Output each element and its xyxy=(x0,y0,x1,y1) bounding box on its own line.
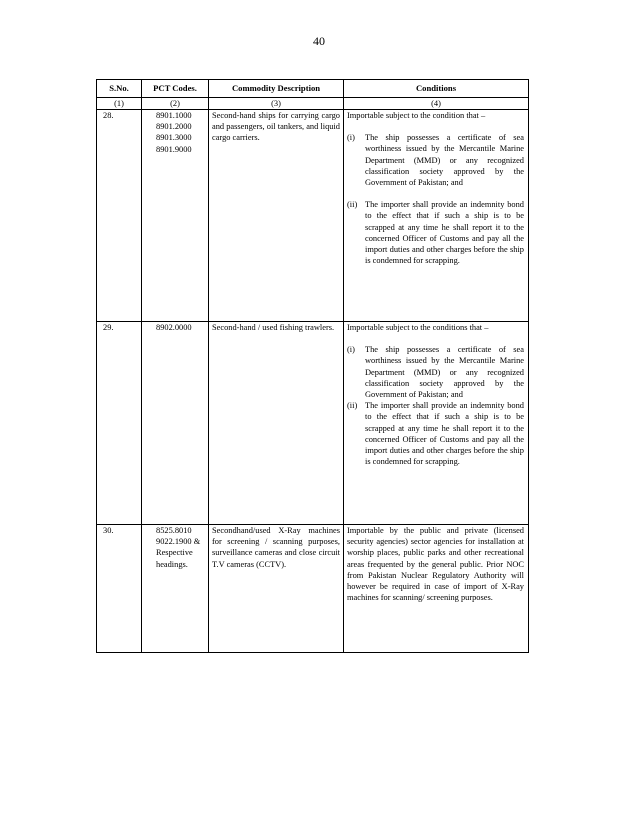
condition-text: The importer shall provide an indemnity bond to the effect that if such a ship is to be scrapped at any time he shall report it to the concerned Officer of Customs and pay all the import duties and other charges before the ship is condemned for scrapping. xyxy=(365,401,524,467)
column-number: (4) xyxy=(344,98,529,110)
header-pct-codes: PCT Codes. xyxy=(142,80,209,98)
row-sno: 30. xyxy=(97,525,142,653)
condition-marker: (ii) xyxy=(347,401,358,411)
row-description: Secondhand/used X-Ray machines for screening / scanning purposes, surveillance cameras and close circuit T.V cameras (CCTV). xyxy=(209,525,344,653)
condition-text: The ship possesses a certificate of sea worthiness issued by the Mercantile Marine Department (MMD) or any recognized classification society approved by the Government of Pakistan; and xyxy=(365,133,524,188)
pct-code: Respective xyxy=(156,548,193,558)
row-description: Second-hand ships for carrying cargo and passengers, oil tankers, and liquid cargo carriers. xyxy=(209,110,344,322)
pct-code: 8901.1000 xyxy=(156,111,192,120)
condition-marker: (i) xyxy=(347,133,355,143)
row-conditions xyxy=(344,110,529,322)
condition-text: The ship possesses a certificate of sea worthiness issued by the Mercantile Marine Department (MMD) or any recognized classification society approved by the Government of Pakistan; and xyxy=(365,345,524,400)
condition-text: The importer shall provide an indemnity bond to the effect that if such a ship is to be scrapped at any time he shall report it to the concerned Officer of Customs and pay all the import duties and other charges before the ship is condemned for scrapping. xyxy=(365,200,524,266)
pct-code: headings. xyxy=(156,559,188,569)
row-sno: 28. xyxy=(97,110,142,322)
condition-intro: Importable by the public and private (licensed security agencies) sector agencies for installation at worship places, public parks and other recreational areas frequented by the general public. Prior NOC from Pakistan Nuclear Regulatory Authority will however be required in case of import of X-Ray machines for scanning/ screening purposes. xyxy=(347,526,524,603)
table-row xyxy=(97,525,529,653)
row-conditions xyxy=(344,525,529,653)
table-row xyxy=(97,110,529,322)
pct-code: 8901.9000 xyxy=(156,144,192,154)
header-sno: S.No. xyxy=(97,80,142,98)
condition-item xyxy=(347,132,524,188)
row-codes xyxy=(142,525,209,653)
column-number: (2) xyxy=(142,98,209,110)
condition-item xyxy=(347,199,524,266)
row-description: Second-hand / used fishing trawlers. xyxy=(209,322,344,525)
page-number: 40 xyxy=(313,34,325,48)
pct-code: 8902.0000 xyxy=(156,323,192,332)
row-sno: 29. xyxy=(97,322,142,525)
header-conditions: Conditions xyxy=(344,80,529,98)
row-conditions xyxy=(344,322,529,525)
commodity-table xyxy=(96,79,529,653)
pct-code: 8901.2000 xyxy=(156,122,192,132)
row-codes xyxy=(142,322,209,525)
table-row xyxy=(97,322,529,525)
pct-code: 8525.8010 xyxy=(156,526,192,535)
condition-intro: Importable subject to the condition that – xyxy=(347,111,486,120)
pct-code: 8901.3000 xyxy=(156,133,192,143)
condition-intro: Importable subject to the conditions that – xyxy=(347,323,489,332)
header-row xyxy=(97,80,529,98)
pct-code: 9022.1900 & xyxy=(156,537,201,547)
header-commodity-description: Commodity Description xyxy=(209,80,344,98)
column-number-row xyxy=(97,98,529,110)
condition-item xyxy=(347,344,524,400)
column-number: (1) xyxy=(97,98,142,110)
condition-item xyxy=(347,400,524,467)
row-codes xyxy=(142,110,209,322)
column-number: (3) xyxy=(209,98,344,110)
condition-marker: (ii) xyxy=(347,200,358,210)
condition-marker: (i) xyxy=(347,345,355,355)
